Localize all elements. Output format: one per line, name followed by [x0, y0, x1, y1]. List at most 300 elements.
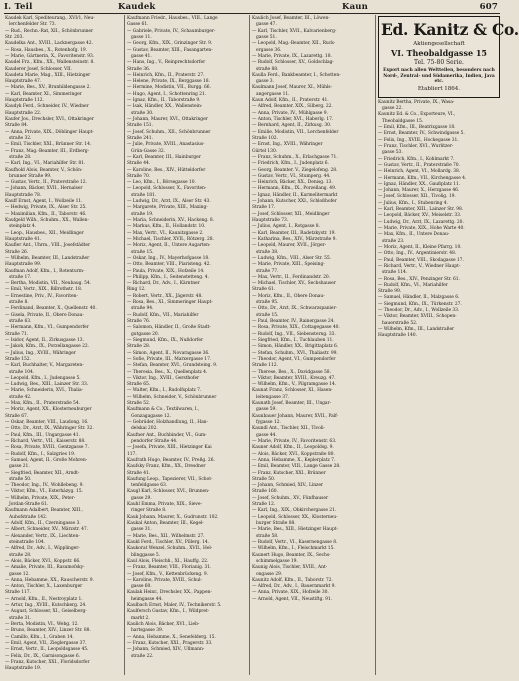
directory-entry-line: Straße 67.	[5, 413, 29, 419]
page-number: 607	[479, 2, 498, 12]
directory-entry-line: — Wilhelm, Beamter, III., Landstraßer	[5, 255, 90, 261]
directory-entry-line: — Stefan, Beamter, XVI., Grundsteing. 9.	[127, 363, 218, 369]
directory-entry-line: — Isak, Händler, XX., Wallenstein-	[127, 104, 203, 110]
directory-entry-line: Kaufung Leop., Tapezierer, VII., Schot-	[127, 476, 213, 482]
directory-entry-line: Kaundl Ant., Tischler, XII., Tivoli-	[252, 426, 325, 432]
directory-entry-line: — Rosa, Hausbes., X., Rotenhofg. 19.	[5, 47, 87, 53]
directory-entry-line: — Anton, Tischler, X., Laxenburger	[5, 584, 83, 590]
directory-entry-line: — Alois, Bäcker, XVI., Koppstraße 80.	[252, 451, 335, 457]
directory-entry-line: — Maximilian, Kfm., II., Taborstr. 46.	[5, 211, 87, 217]
directory-entry-line: — Samuel, Agent, II., Große Mohren-	[5, 457, 88, 463]
directory-entry-line: — Siegfried, Kfm., I., Tuchlauben 11.	[252, 337, 334, 343]
directory-entry-line: gasse 3.	[256, 79, 274, 85]
directory-entry-line: Kaukl Ferd., Tischler, XV., Pillerg. 14.	[127, 539, 210, 545]
directory-entry-line: — Franz, Kutscher, XXI., Brünner	[252, 470, 326, 476]
directory-entry-line: Kaulak Heinr., Drechsler, XX., Pappen-	[127, 590, 212, 596]
directory-entry-line: — Max, Vertr., II., Ferdinandstr. 20.	[252, 274, 331, 280]
directory-entry-line: Ring 12.	[127, 287, 146, 293]
directory-entry-line: Kaun Adolf, Kfm., II., Praterstr. 41.	[252, 98, 329, 104]
directory-entry-line: — Rosa, Private, XVIII., Gentzgasse 7.	[5, 445, 89, 451]
directory-entry-line: — Arnold, Agent, VII., Neustiftg. 91.	[252, 596, 333, 602]
directory-entry-line: Hauptstraße 78.	[5, 192, 42, 198]
directory-entry-line: — Johann, Bäcker, XVII., Hernalser	[5, 186, 83, 192]
directory-entry-line: Hauptstraße 19.	[5, 666, 42, 672]
directory-entry-line: Kaunig Alois, Tischler, XVIII., Ant-	[252, 565, 328, 571]
directory-entry-line: straße 8.	[9, 300, 29, 306]
directory-entry-line: — Otto, Ing., IV., Argentinierstr. 48.	[378, 251, 457, 257]
directory-entry-line: — Josef, Schuhm., XII., Schönbrunner	[127, 129, 211, 135]
directory-entry-line: Kaunbauer Johann, Maurer, XVII., Palf-	[252, 413, 338, 419]
directory-entry-line: — Ludwig, Dr., Arzt, IX., Alser Str. 43.	[127, 199, 211, 205]
directory-entry-line: — Oskar, Beamter, VIII., Laudong. 16.	[5, 420, 89, 425]
directory-entry-line: — Georg, Kfm., XIX., Grinzinger Str. 9.	[127, 41, 213, 47]
part-label: I. Teil	[4, 2, 33, 12]
directory-entry-line: — Isidor, Agent, II., Zirkusgasse 13.	[5, 337, 84, 343]
directory-entry-line: — Ernestine, Priv., IV., Favoriten-	[5, 293, 78, 299]
directory-entry-line: — Josefa, Private, XIII., Hietzinger Kai	[127, 445, 212, 451]
directory-column-4-entries	[378, 100, 500, 340]
directory-entry-line: — Theodor, Ing., IV., Wohllebeng. 9.	[5, 483, 84, 489]
directory-entry-line: — Max, Kfm., II., Untere Donau-	[378, 232, 450, 238]
directory-entry-line: Kaunitz Ed. & Co., Exporteure, VI.,	[378, 112, 456, 118]
directory-entry-line: — Leopold, Kfm., I., Judengasse 5.	[5, 375, 81, 381]
directory-entry-line: — Theresia, Bes., X., Quellenplatz 4.	[127, 369, 208, 375]
directory-entry-line: Kaunath Josef, Beamter, III., Ungar-	[252, 401, 332, 407]
directory-entry-line: — Alois, Bäcker, XVI., Koppstr. 66.	[5, 558, 81, 564]
directory-entry-line: brunner Straße 99.	[9, 173, 52, 179]
directory-entry-line: — Alfred, Dr., Adv., I., Bauernmarkt 9.	[252, 584, 336, 590]
directory-entry-line: Kaunert Hugo, Beamter, IX., Sechs-	[252, 552, 331, 558]
directory-entry-line: Straße 28.	[127, 344, 151, 350]
directory-entry-line: Kaunat Franz, Schlosser, XI., Hasen-	[252, 388, 333, 394]
directory-entry-line: Straße 117.	[5, 590, 31, 596]
directory-entry-line: — Michael, Tischler, XVII., Rötzerg. 28.	[127, 236, 214, 242]
directory-entry-line: — Heinrich, Bäcker, XX., Denisg. 13.	[252, 180, 333, 186]
directory-entry-line: Kaufmann & Co., Textilwaren, I.,	[127, 407, 200, 413]
directory-entry-line: — Marie, Bes., XV., Brunhildengasse 2.	[5, 85, 91, 91]
directory-entry-line: lerchenfelder Str. 73.	[9, 22, 56, 28]
directory-entry-line: Kaufman Adolf, Kfm., I., Rotenturm-	[5, 268, 85, 274]
directory-entry-line: gasse 11.	[131, 34, 152, 40]
directory-entry-line: delskai 202.	[131, 426, 158, 432]
directory-entry-line: straße 23.	[382, 238, 405, 244]
directory-entry-line: — Hedwig, Private, IX., Alser Str. 25.	[5, 205, 87, 211]
directory-entry-line: Kaudelka Ant., XVIII., Lacknergasse 42.	[5, 41, 93, 47]
directory-entry-line: — Wilhelm, Schneider, V., Schönbrunner	[127, 394, 217, 400]
directory-entry-line: Kaukal Anton, Beamter, III., Kegel-	[127, 521, 204, 526]
directory-entry-line: burger Straße 88.	[256, 521, 296, 526]
directory-entry-line: Hauptstraße 99.	[5, 262, 42, 268]
directory-entry-line: — Max, Vertr., VI., Kaunitzgasse 2.	[127, 230, 204, 236]
directory-entry-line: — Theodor, Agent, VI., Gumpendorfer	[252, 356, 336, 362]
directory-entry-line: straße 15.	[256, 312, 279, 318]
directory-column-4	[378, 16, 519, 676]
directory-entry-line: — Rud., Rechn.-Rat, XII., Schönbrunner	[5, 28, 94, 34]
directory-entry-line: Straße 41.	[127, 470, 151, 476]
directory-entry-line: — Friedrich, Kfm., I., Judenplatz 6.	[252, 161, 329, 167]
directory-entry-line: — Josef, Kfm., V., Kettenbrückeng. 9.	[127, 571, 208, 577]
directory-entry-line: — Wilhelm, Private, XIX., Peter-	[5, 495, 76, 501]
directory-entry-line: — Karl, Buchhalter, V., Margareten-	[5, 363, 84, 369]
directory-column-3	[252, 16, 373, 676]
directory-entry-line: straße 63.	[9, 319, 32, 324]
directory-entry-line: — Gebrüder, Holzhandlung, II., Han-	[127, 420, 208, 425]
directory-entry-line: Straße 152.	[5, 356, 31, 362]
directory-entry-line: straße 95.	[256, 300, 279, 306]
directory-entry-line: — Leo, Kfm., I., Börsegasse 10.	[127, 180, 196, 186]
directory-entry-line: steinplatz 4.	[9, 224, 36, 230]
directory-entry-line: Kaulfersch Gustav, Kfm., I., Wildpret-	[127, 609, 210, 615]
directory-entry-line: Kaulla Ferd., Bankbeamter, I., Schotten-	[252, 72, 341, 78]
directory-entry-line: — Viktor, Ing., XVIII., Gersthofer	[127, 375, 200, 381]
directory-entry-line: — Emil, Tischler, XXI., Brünner Str. 14.	[5, 142, 92, 148]
directory-entry-line: Straße 65.	[127, 382, 151, 388]
directory-entry-line: — Walter, Kfm., I., Rudolfsplatz 7.	[127, 388, 202, 394]
header-rule	[4, 13, 500, 14]
directory-entry-line: Kaufrath Hugo, Beamter, IV., Preßg. 26.	[127, 457, 215, 463]
directory-entry-line: — Karl, Ing., VI., Mariahilfer Str. 81.	[5, 161, 86, 167]
directory-entry-line: — Rudolf, Kfm., VI., Mariahilfer	[378, 282, 448, 288]
directory-entry-line: — Ignaz, Händler, II., Karmelitermarkt	[252, 192, 338, 198]
directory-entry-line: — Anna, Private, XIX., Hofzeile 30.	[252, 590, 329, 596]
directory-entry-line: — Hermann, Kfm., VII., Kirchengasse 4.	[378, 175, 467, 181]
directory-entry-line: — Georg, Beamter, V., Ziegelofeng. 28.	[252, 167, 338, 173]
directory-entry-line: — Ludwig, Dr., Arzt, IX., Lazarettg. 20.	[378, 219, 464, 225]
directory-entry-line: — Felix, Dr., IX., Garnisongasse 6.	[5, 653, 80, 659]
directory-entry-line: — Salomon, Händler, II., Große Stadt-	[127, 325, 211, 331]
directory-entry-line: hauerstraße 52.	[382, 320, 418, 326]
directory-entry-line: — Franz, Beamter, VIII., Florianig. 31.	[127, 565, 212, 571]
directory-entry-line: — Margarete, Private, XIII., Maxing-	[127, 205, 208, 211]
directory-entry-line: Hauptstraße 112.	[5, 98, 44, 104]
directory-entry-line: — Karl, Beamter, XIII., Lainzer Str. 98.	[378, 207, 464, 213]
directory-entry-line: — Rudolf, Vertr., VI., Kasernengasse 8.	[252, 539, 338, 545]
directory-entry-line: ongasse 29.	[256, 571, 283, 577]
directory-entry-line: Grün-Gasse 32.	[131, 148, 166, 154]
directory-entry-line: — Philipp, Kfm., I., Seitenstetteng. 4.	[127, 274, 209, 280]
directory-entry-line: — Karl, Beamter, III., Radetzkystr. 19.	[252, 230, 336, 236]
directory-entry-line: Kaudyk Ferd., Schneider, IV., Wiedner	[5, 104, 89, 110]
directory-entry-line: — Karl, Beamter, III., Hainburger	[127, 154, 201, 160]
directory-entry-line: straße 32.	[9, 135, 32, 141]
directory-entry-line: Hauptstraße 73.	[252, 218, 289, 223]
directory-entry-line: Straße 99.	[378, 289, 402, 295]
directory-entry-line: Kaudel Frz., Kfm., XX., Wallensteinstr. 8.	[5, 60, 95, 66]
directory-entry-line: — Otto, Dr., Arzt, IX., Währinger Str. 32.	[5, 426, 94, 432]
directory-entry-line: Kaufmann Adalbert, Beamter, XIII.,	[5, 508, 83, 514]
advertisement-box	[378, 16, 519, 98]
directory-entry-line: — Amalie, Private, III., Rasumofsky-	[5, 565, 85, 571]
directory-entry-line: — Gustav, Vertr., II., Praterstraße 12.	[5, 180, 87, 186]
directory-entry-line: Kauhl Emma, Private, XIX., Sieve-	[127, 502, 202, 508]
ad-established: Etabliert 1864.	[417, 85, 461, 92]
directory-entry-line: — Moriz, Agent, II., Untere Augarten-	[127, 243, 211, 249]
directory-entry-line: — Jakob, Kfm., IX., Porzellangasse 22.	[5, 344, 89, 350]
directory-entry-line: — Leopold, Schlosser, XX., Klosterneu-	[252, 514, 338, 520]
directory-entry-line: Straße 241.	[127, 135, 153, 141]
directory-entry-line: — Simon, Händler, XX., Brigittaplatz 6.	[252, 344, 339, 350]
directory-entry-line: straße 94.	[131, 306, 154, 312]
directory-entry-line: Str. 203.	[5, 34, 24, 40]
directory-entry-line: Straße 12.	[252, 502, 276, 508]
directory-entry-line: — Marie, Bes., XIII., Hietzinger Haupt-	[252, 527, 338, 533]
directory-entry-line: Kaufer Jos., Drechsler, XVI., Ottakringer	[5, 117, 94, 122]
directory-entry-line: gasse 41.	[131, 53, 152, 59]
directory-entry-line: Kaul Alois, Fleischh., XI., Hauffg. 22.	[127, 558, 209, 564]
directory-entry-line: — Emil, Kfm., III., Beatrixgasse 18.	[378, 125, 456, 131]
directory-entry-line: — Otto, Dr., Arzt, IX., Schwarzspanier-	[252, 306, 338, 312]
directory-entry-line: — Heinrich, Kfm., II., Praterstr. 27.	[127, 72, 205, 78]
directory-entry-line: — Marie, Private, IV., Favoritenstr. 63.	[252, 438, 337, 444]
directory-entry-line: straße 28.	[9, 552, 32, 558]
directory-entry-line: — Robert, Vertr., XX., Jägerstr. 48.	[127, 293, 203, 299]
directory-entry-line: leitengasse 37.	[256, 394, 290, 400]
directory-entry-line: straße 77.	[256, 268, 279, 274]
directory-entry-line: — Leopold, Maurer, XVII., Jörger-	[252, 243, 327, 249]
directory-entry-line: — Julie, Private, XVIII., Anastasius-	[127, 142, 205, 148]
directory-entry-line: — Viktor, Beamter, XVIII., Schopen-	[378, 314, 457, 320]
directory-entry-line: straße 17.	[9, 274, 32, 280]
directory-entry-line: — Moriz, Agent, II., Kleine Pfarrg. 10.	[378, 244, 462, 250]
directory-entry-line: — Viktor, Beamter, XVIII., Kreuzg. 47.	[252, 375, 336, 381]
directory-entry-line: Straße 50.	[252, 476, 276, 482]
directory-entry-line: — Paul, Beamter, VIII., Skodagasse 17.	[378, 257, 464, 263]
directory-entry-line: — Rudolf, Schlosser, XV., Goldschlag-	[252, 60, 334, 66]
directory-entry-line: — Hermann, Kfm., VI., Gumpendorfer	[5, 325, 89, 331]
directory-entry-line: straße 30.	[131, 110, 154, 116]
directory-entry-line: — Johann, Maurer, XVI., Ottakringer	[127, 117, 208, 122]
directory-entry-line: — Anna, Hebamme, X., Keplerplatz 7.	[252, 457, 336, 463]
directory-entry-line: — Markus, Kfm., II., Hollandstr. 10.	[127, 224, 206, 230]
directory-entry-line: — Max, Kfm., II., Praterstraße 54.	[5, 401, 80, 407]
directory-entry-line: — Franz, Tischler, XVI., Wurlitzer-	[378, 143, 454, 149]
directory-entry-line: straße 19.	[131, 211, 154, 217]
directory-entry-line: gasse 60.	[131, 584, 152, 590]
directory-entry-line: — Alfred, Beamter, XIX., Silberg. 22.	[252, 104, 333, 110]
directory-entry-line: — Julius, Agent, I., Rotgasse 8.	[252, 224, 320, 230]
directory-entry-line: pendorfer Straße 44.	[131, 438, 178, 444]
directory-entry-line: — Sofie, Private, III., Marxergasse 17.	[127, 356, 212, 362]
directory-entry-line: Kaugl Karl, Schlosser, XVI., Brunnen-	[127, 489, 210, 495]
column-rule	[124, 15, 125, 675]
directory-entry-line: Kaudek Karl, Spediteurang., XVI/1, Neu-	[5, 16, 95, 21]
directory-entry-line: — Richard, Dr., Adv., I., Kärntner	[127, 281, 200, 287]
directory-entry-line: Straße 112.	[252, 363, 278, 369]
directory-entry-line: straße 181.	[131, 192, 157, 198]
directory-entry-line: — Karl, Beamter, XI., Simmeringer	[5, 91, 82, 97]
directory-entry-line: Kaulich Josef, Beamter, III., Löwen-	[252, 16, 330, 21]
column-rule	[375, 15, 376, 675]
directory-entry-line: Straße 71.	[5, 331, 29, 337]
directory-entry-line: — Richard, Vertr., VII., Kaiserstr. 88.	[5, 438, 86, 444]
directory-entry-line: gasse 21.	[9, 464, 30, 470]
directory-entry-line: angergasse 11.	[256, 91, 290, 97]
directory-entry-line: — Rudolf, Ing., VII., Siebensterng. 33.	[252, 331, 336, 337]
directory-entry-line: Hauptstraße 47.	[5, 79, 42, 85]
directory-entry-line: — Alexander, Vertr., IX., Liechten-	[5, 533, 80, 539]
directory-entry-line: — Bernhard, Agent, II., Zirkusg. 30.	[252, 123, 332, 129]
directory-entry-line: straße 88.	[256, 66, 279, 72]
directory-entry-line: Kaufgeld Wilh., Schuhm., XX., Wallen-	[5, 218, 89, 223]
directory-entry-line: Kauderer Josef, Schlosser, VII.	[5, 66, 72, 72]
directory-entry-line: — Camillo, Kfm., I., Graben 14.	[5, 634, 74, 640]
directory-entry-line: Kaufsky Franz, Kfm., XX., Dresdner	[127, 464, 206, 470]
directory-entry-line: — Felix, Ing., XVIII., Hockegasse 31.	[378, 137, 459, 143]
directory-entry-line: markt 2.	[131, 615, 150, 621]
directory-entry-line: — Paul, Beamter, IV., Rainergasse 24.	[252, 319, 335, 324]
directory-column-1	[5, 16, 122, 676]
directory-entry-line: — Rudolf, Kfm., VII., Mariahilfer	[127, 312, 199, 318]
directory-entry-line: — Anna, Private, XIX., Döblinger Haupt-	[5, 129, 94, 135]
directory-entry-line: — Anna, Private, IV., Mühlgasse 9.	[252, 110, 328, 116]
directory-entry-line: Straße 61.	[252, 287, 276, 293]
directory-entry-line: gasse 44.	[256, 432, 277, 438]
directory-entry-line: — Johann, Schmied, XIV., Linzer	[252, 483, 323, 489]
directory-entry-line: 117.	[127, 451, 137, 457]
directory-entry-line: Gasse 61.	[127, 22, 149, 28]
directory-entry-line: straße 58.	[256, 533, 279, 539]
ad-description: Export nach allen Weltteilen, besonders nach Nord-, Zentral- und Südamerika, Indien, Java etc.	[383, 68, 495, 85]
directory-entry-line: — Hugo, Agent, I., Schottenring 21.	[127, 91, 207, 97]
directory-entry-line: — Gustav, Vertr., II., Praterstraße 70.	[378, 162, 460, 168]
directory-entry-line: — Karl, Tischler, XVII., Kalvarienberg-	[252, 28, 337, 34]
directory-entry-line: — Michael, Tischler, XV., Sechshauser	[252, 281, 336, 287]
column-rule	[249, 15, 250, 675]
directory-entry-line: gutgasse 20.	[131, 331, 160, 337]
running-head-right: Kaun	[342, 2, 369, 12]
directory-entry-line: — Karoline, Bes., XIV., Hütteldorfer	[127, 167, 206, 173]
directory-entry-line: hartsgasse 39.	[131, 628, 164, 634]
directory-entry-line: Gonzagagasse 12.	[131, 413, 171, 419]
directory-entry-line: — Franz, Mag.-Beamter, III., Erdberg-	[5, 148, 90, 154]
directory-entry-line: — Gisela, Private, II., Obere Donau-	[5, 312, 84, 318]
directory-entry-line: — Moriz, Kfm., II., Obere Donau-	[252, 293, 325, 299]
directory-entry-line: — Heinrich, Agent, VI., Mollardg. 38.	[378, 169, 461, 175]
directory-entry-line: — Marie, Schneiderin, XVI., Thalia-	[5, 388, 84, 394]
directory-entry-line: Straße 151.	[127, 123, 153, 129]
directory-entry-line: — Wilhelm, Kfm., V., Pilgramgasse 14.	[252, 382, 337, 388]
directory-entry-line: straße 50.	[9, 476, 32, 482]
directory-entry-line: Straße 52.	[127, 401, 151, 407]
directory-entry-line: — Franz, Kutscher, XXI., Floridsdorfer	[5, 659, 90, 665]
directory-entry-line: — Josef, Schuhm., XV., Fünfhauser	[252, 495, 329, 501]
directory-entry-line: Kaunitz Adolf, Kfm., II., Taborstr. 72.	[252, 577, 333, 583]
directory-entry-line: — Alfred, Dr., Adv., I., Wipplinger-	[5, 546, 80, 552]
directory-entry-line: — Emil, Vertr., XIX., Billrothstr. 18.	[5, 287, 83, 293]
directory-entry-line: — Theodor, Dr., Adv., I., Wollzeile 33.	[378, 308, 460, 314]
directory-entry-line: — Ludwig, Bes., XIII., Lainzer Str. 33.	[5, 382, 89, 388]
directory-entry-line: — Otto, Beamter, VIII., Piaristeng. 42.	[127, 262, 211, 268]
directory-entry-line: — Franz, Kutscher, XXI., Pragerstr. 33.	[127, 640, 213, 646]
running-head-left: Kaudek	[118, 2, 156, 12]
directory-entry-line: — Berta, Modistin, VI., Webg. 12.	[5, 622, 79, 627]
directory-entry-line: — Hans, Ing., V., Reinprechtsdorfer	[127, 60, 206, 66]
directory-entry-line: — Artur, Ing., XVIII., Kutschkerg. 24.	[5, 603, 87, 609]
directory-entry-line: — Gustav, Beamter, XIII., Fasangarten-	[127, 47, 213, 53]
directory-entry-line: — Marie, Private, IX., Lazarettg. 18.	[252, 53, 332, 59]
directory-entry-line: — Friedrich, Kfm., I., Kohlmarkt 7.	[378, 156, 455, 162]
directory-entry-line: — Moriz, Agent, XX., Klosterneuburger	[5, 407, 92, 413]
directory-entry-line: Kaulbach Ernst, Maler, IV., Technikerstr. 5.	[127, 603, 222, 609]
directory-entry-line: straße 38.	[256, 249, 279, 255]
directory-entry-line: — Helene, Private, IX., Berggasse 18.	[127, 79, 210, 85]
directory-entry-line: — Adolf, Kfm., II., Czerningasse 3.	[5, 521, 81, 526]
directory-entry-line: — Katharina, Bes., XIV., Märzstraße 9.	[252, 236, 337, 242]
directory-entry-line: — Gabriele, Private, IV., Schaumburger-	[127, 28, 216, 34]
directory-entry-line: — Leopold, Schlosser, X., Favoriten-	[127, 186, 207, 192]
ad-address: VI. Theobaldgasse 15	[391, 48, 487, 58]
directory-entry-line: Jordan-Straße 61.	[9, 502, 49, 508]
directory-entry-line: — Johann, Maurer, X., Herzgasse 46.	[378, 188, 460, 194]
directory-entry-line: Kaudeta Marie, Mag., XIII., Hietzinger	[5, 72, 91, 78]
directory-entry-line: steinstraße 104.	[9, 539, 45, 545]
directory-entry-line: — Julius, Ing., XVIII., Währinger	[5, 350, 76, 356]
directory-entry-line: — Anton, Tischler, XVI., Haberlg. 17.	[252, 117, 334, 122]
directory-entry-line: gasse 51.	[256, 34, 277, 40]
directory-entry-line: — Emilie, Modistin, VII., Lerchenfelder	[252, 129, 339, 135]
directory-entry-line: — Karl, Ing., XIX., Obkirchergasse 21.	[252, 508, 337, 514]
directory-entry-line: — Paul, Kfm., III., Ungargasse 41.	[5, 432, 80, 438]
directory-entry-line: gasse 29.	[131, 495, 152, 501]
directory-entry-line: fygasse 12.	[256, 420, 281, 425]
directory-entry-line: Theobaldgasse 15.	[382, 118, 424, 124]
directory-entry-line: Hauptstraße 41.	[5, 236, 42, 242]
directory-entry-line: — Leopold, Bäcker, XV., Meiselstr. 33.	[378, 213, 462, 219]
directory-entry-line: Kauff Ernst, Agent, I., Wollzeile 11.	[5, 199, 83, 205]
directory-entry-line: Straße 76.	[127, 319, 151, 324]
directory-entry-line: Gürtel 130.	[252, 148, 278, 154]
directory-entry-line: — Johann, Kutscher, XXI., Schloßhofer	[252, 199, 337, 205]
directory-entry-line: — Marie, Private, XIX., Hohe Warte 40.	[378, 226, 465, 232]
ad-company-name: Ed. Kanitz & Co.	[381, 20, 519, 39]
directory-entry-line: — Richard, Vertr., V., Wiedner Haupt-	[378, 263, 461, 269]
directory-entry-line: — Siegfried, Beamter, XII., Arndt-	[5, 470, 80, 476]
directory-entry-line: — August, Schlosser, XI., Geiselberg-	[5, 609, 87, 615]
directory-entry-line: straße 104.	[9, 369, 35, 375]
directory-entry-line: — Rosa, Private, XIX., Cottagegasse 40.	[252, 325, 340, 331]
directory-entry-line: schimmelgasse 19.	[256, 558, 298, 564]
directory-entry-line: — Johann, Schmied, XIV., Ullmann-	[127, 647, 205, 653]
directory-entry-line: straße 22.	[131, 653, 154, 659]
directory-entry-line: Straße 36.	[127, 66, 151, 72]
directory-entry-line: — Marie, Gärtnerin, X., Favoritenstr. 93.	[5, 53, 95, 59]
directory-entry-line: Kauner Adolf, Kfm., II., Leopoldsg. 9.	[252, 445, 334, 451]
directory-entry-line: Kaufler Ant., Uhrm., VIII., Josefstädter	[5, 243, 91, 249]
directory-entry-line: Auhofstraße 142.	[9, 514, 48, 520]
directory-entry-line: heimgasse 44.	[131, 596, 163, 602]
directory-entry-line: — Franz, Schuhm., X., Erlachgasse 71.	[252, 154, 338, 160]
directory-entry-line: — Bruno, Beamter, XIV., Linzer Str. 88.	[5, 628, 91, 634]
directory-entry-line: Straße 84.	[5, 123, 29, 129]
directory-entry-line: Straße 17.	[252, 205, 276, 211]
directory-entry-line: gasse 12.	[9, 571, 30, 577]
directory-entry-line: — Ferdinand, Beamter, X., Quellenstr. 40.	[5, 306, 97, 312]
directory-entry-line: — Siegmund, Kfm., IX., Nußdorfer	[127, 337, 204, 343]
directory-entry-line: ergasse 36.	[256, 47, 282, 53]
directory-entry-line: — Julius, Kfm., I., Stubenring 4.	[378, 200, 448, 206]
directory-entry-line: — Anna, Hebamme, XX., Rauscherstr. 9.	[5, 577, 94, 583]
directory-entry-line: Straße 102.	[252, 135, 278, 141]
directory-entry-line: — Bertha, Modistin, VII., Neubaug. 54.	[5, 281, 92, 287]
directory-entry-line: Kaufmann Friedr., Hausbes., VIII., Lange	[127, 16, 218, 21]
directory-entry-line: straße 28.	[9, 154, 32, 160]
ad-subtitle: Aktiengesellschaft	[413, 41, 465, 47]
directory-entry-line: gasse 22.	[382, 106, 403, 112]
directory-column-2	[127, 16, 248, 676]
directory-entry-line: — Paula, Private, XIX., Hofzeile 14.	[127, 268, 205, 274]
directory-entry-line: Kaunitz Bertha, Private, IX., Wasa-	[378, 99, 455, 105]
directory-entry-line: — Anna, Hebamme, X., Senefelderg. 15.	[127, 634, 216, 640]
